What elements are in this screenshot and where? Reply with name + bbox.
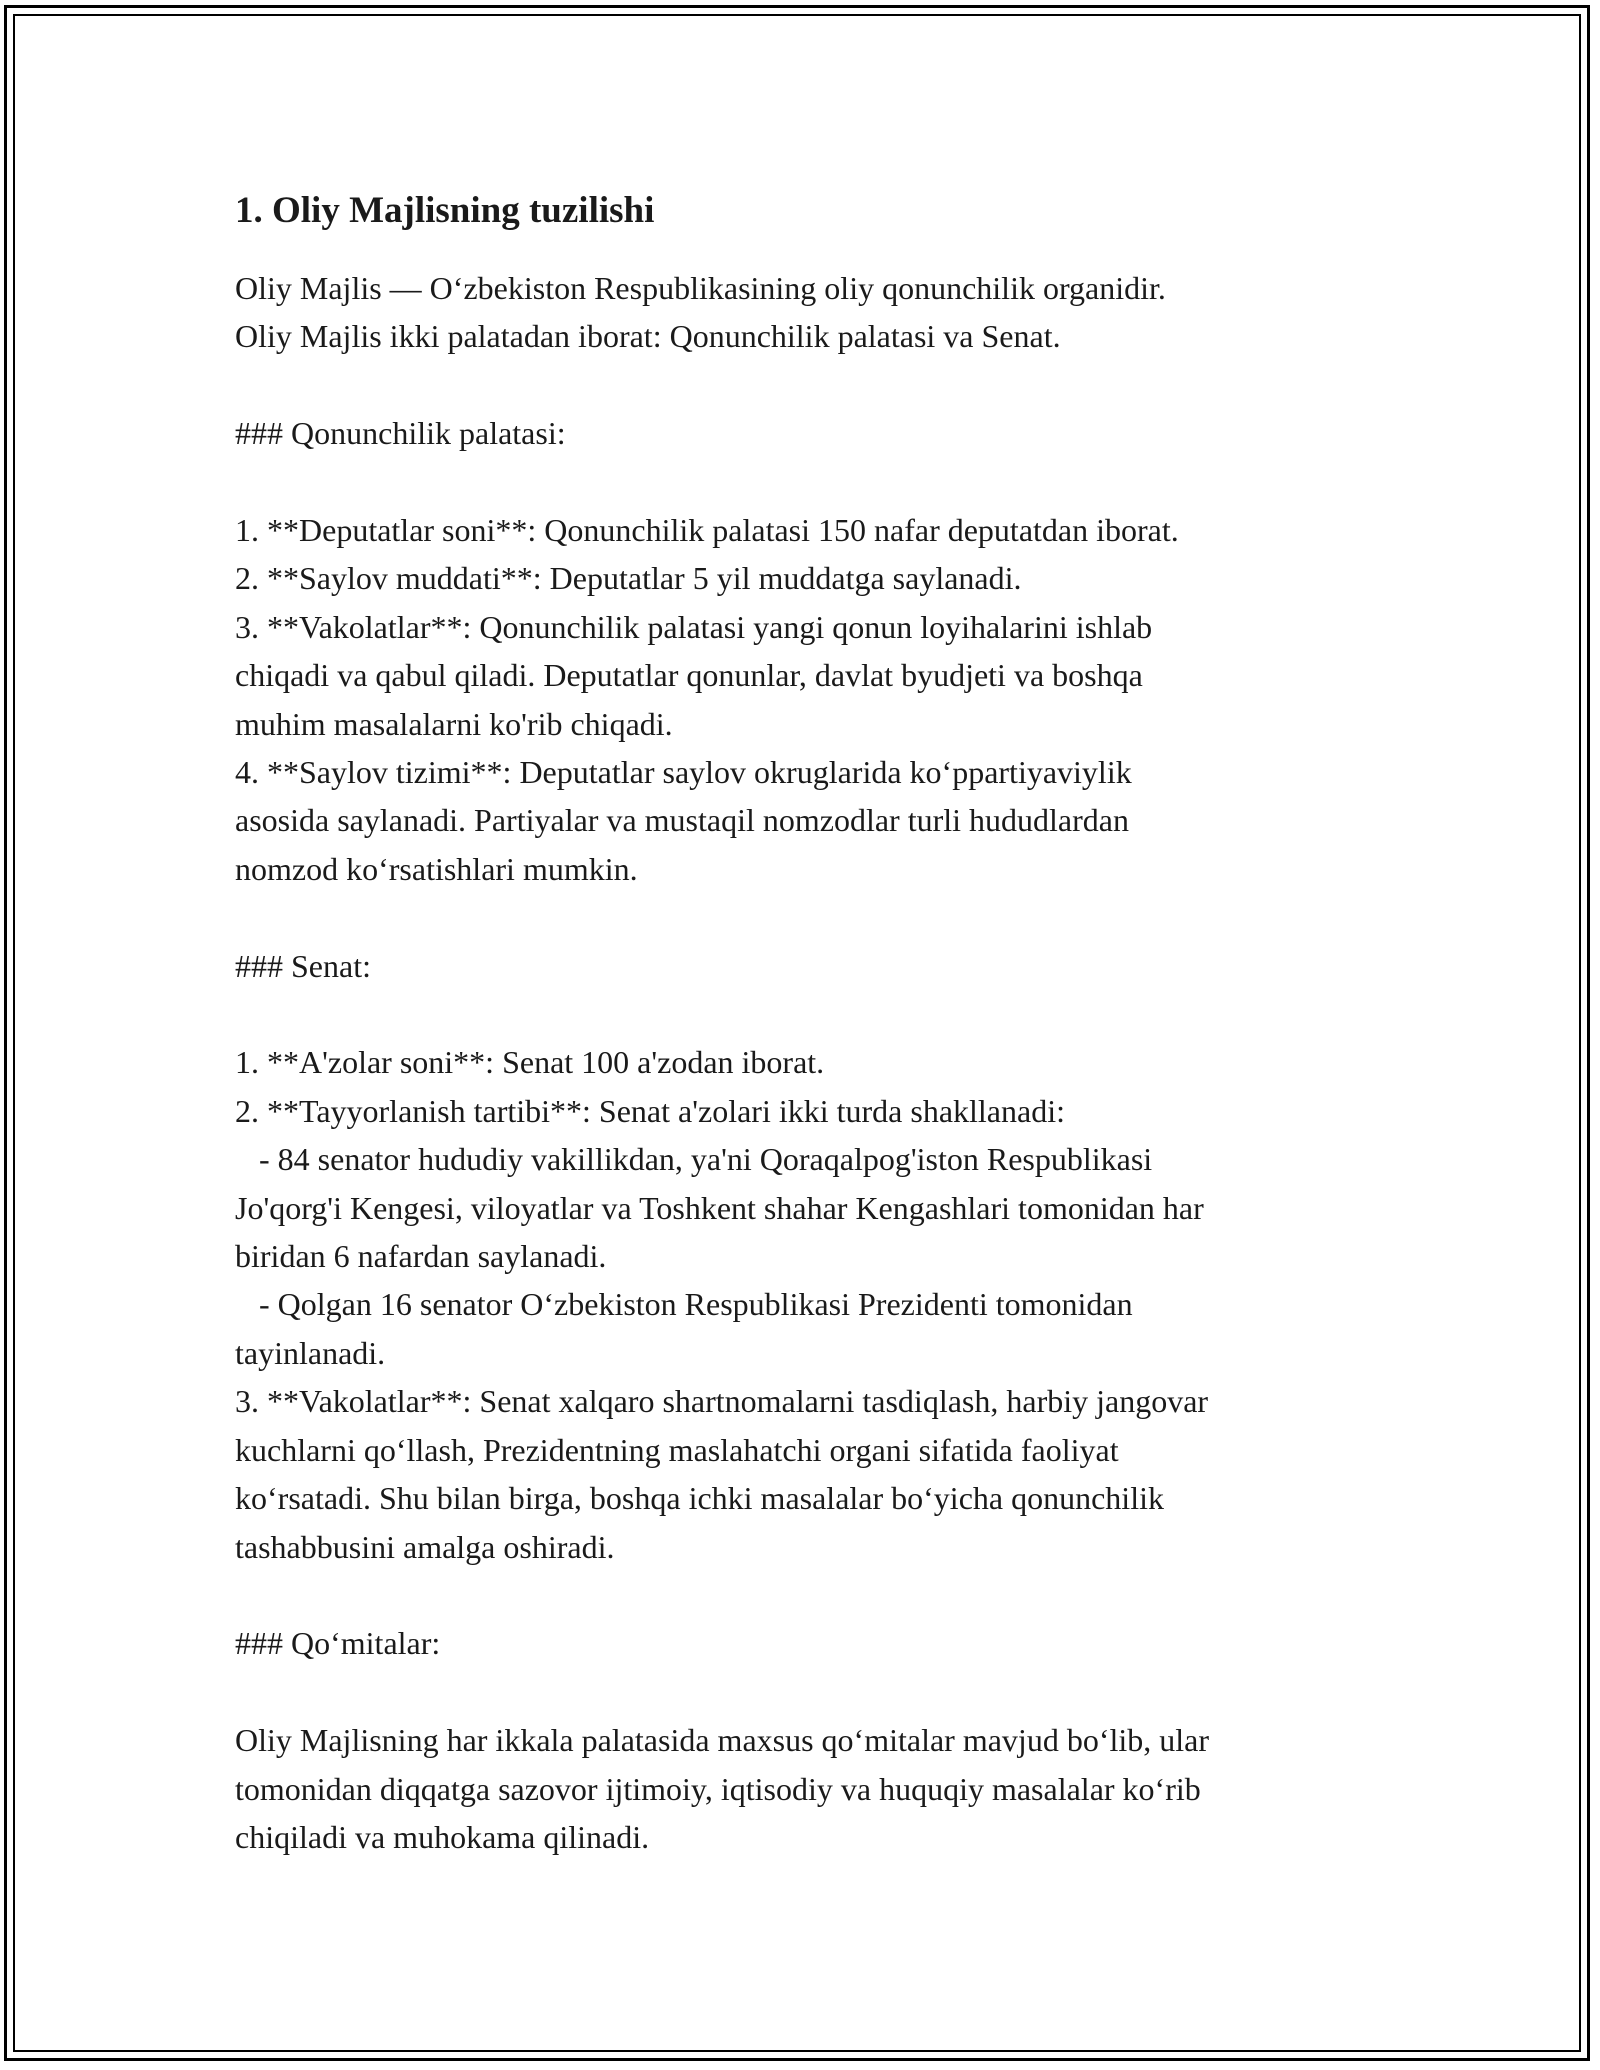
text-line: ### Qo‘mitalar: bbox=[235, 1625, 441, 1662]
text-line: nomzod ko‘rsatishlari mumkin. bbox=[235, 850, 638, 887]
text-line: 3. **Vakolatlar**: Senat xalqaro shartnomalarni tasdiqlash, harbiy jangovar bbox=[235, 1383, 1209, 1420]
blank-line bbox=[235, 1668, 1385, 1716]
text-line: - 84 senator hududiy vakillikdan, ya'ni Qoraqalpog'iston Respublikasi bbox=[235, 1141, 1153, 1178]
blank-line bbox=[235, 990, 1385, 1038]
document-body bbox=[235, 187, 1385, 1861]
text-line: Oliy Majlis ikki palatadan iborat: Qonunchilik palatasi va Senat. bbox=[235, 318, 1061, 355]
text-line: 2. **Tayyorlanish tartibi**: Senat a'zolari ikki turda shakllanadi: bbox=[235, 1092, 1065, 1129]
text-line: kuchlarni qo‘llash, Prezidentning maslahatchi organi sifatida faoliyat bbox=[235, 1431, 1119, 1468]
document-title: 1. Oliy Majlisning tuzilishi bbox=[235, 190, 655, 231]
text-line: 1. **Deputatlar soni**: Qonunchilik palatasi 150 nafar deputatdan iborat. bbox=[235, 512, 1179, 548]
text-line: Oliy Majlis — O‘zbekiston Respublikasining oliy qonunchilik organidir. bbox=[235, 270, 1166, 306]
blank-line bbox=[235, 1571, 1385, 1619]
text-line: asosida saylanadi. Partiyalar va mustaqil nomzodlar turli hududlardan bbox=[235, 802, 1129, 839]
text-line: chiqadi va qabul qiladi. Deputatlar qonunlar, davlat byudjeti va boshqa bbox=[235, 657, 1143, 694]
text-line: tomonidan diqqatga sazovor ijtimoiy, iqtisodiy va huquqiy masalalar ko‘rib bbox=[235, 1770, 1201, 1807]
text-line: ko‘rsatadi. Shu bilan birga, boshqa ichki masalalar bo‘yicha qonunchilik bbox=[235, 1480, 1164, 1517]
blank-line bbox=[235, 361, 1385, 409]
blank-line bbox=[235, 893, 1385, 941]
text-line: chiqiladi va muhokama qilinadi. bbox=[235, 1818, 650, 1855]
document-text bbox=[235, 264, 1385, 1861]
text-line: 1. **A'zolar soni**: Senat 100 a'zodan iborat. bbox=[235, 1044, 825, 1081]
text-line: ### Senat: bbox=[235, 947, 371, 984]
text-line: tashabbusini amalga oshiradi. bbox=[235, 1528, 615, 1565]
text-line: muhim masalalarni ko'rib chiqadi. bbox=[235, 705, 673, 742]
text-line: 3. **Vakolatlar**: Qonunchilik palatasi yangi qonun loyihalarini ishlab bbox=[235, 608, 1153, 645]
text-line: Oliy Majlisning har ikkala palatasida maxsus qo‘mitalar mavjud bo‘lib, ular bbox=[235, 1722, 1209, 1759]
blank-line bbox=[235, 458, 1385, 506]
text-line: ### Qonunchilik palatasi: bbox=[235, 415, 566, 452]
text-line: Jo'qorg'i Kengesi, viloyatlar va Toshkent shahar Kengashlari tomonidan har bbox=[235, 1189, 1204, 1226]
text-line: 2. **Saylov muddati**: Deputatlar 5 yil muddatga saylanadi. bbox=[235, 560, 1022, 597]
text-line: tayinlanadi. bbox=[235, 1334, 386, 1371]
text-line: - Qolgan 16 senator O‘zbekiston Respublikasi Prezidenti tomonidan bbox=[235, 1286, 1133, 1323]
text-line: biridan 6 nafardan saylanadi. bbox=[235, 1238, 607, 1275]
text-line: 4. **Saylov tizimi**: Deputatlar saylov okruglarida ko‘ppartiyaviylik bbox=[235, 754, 1132, 791]
